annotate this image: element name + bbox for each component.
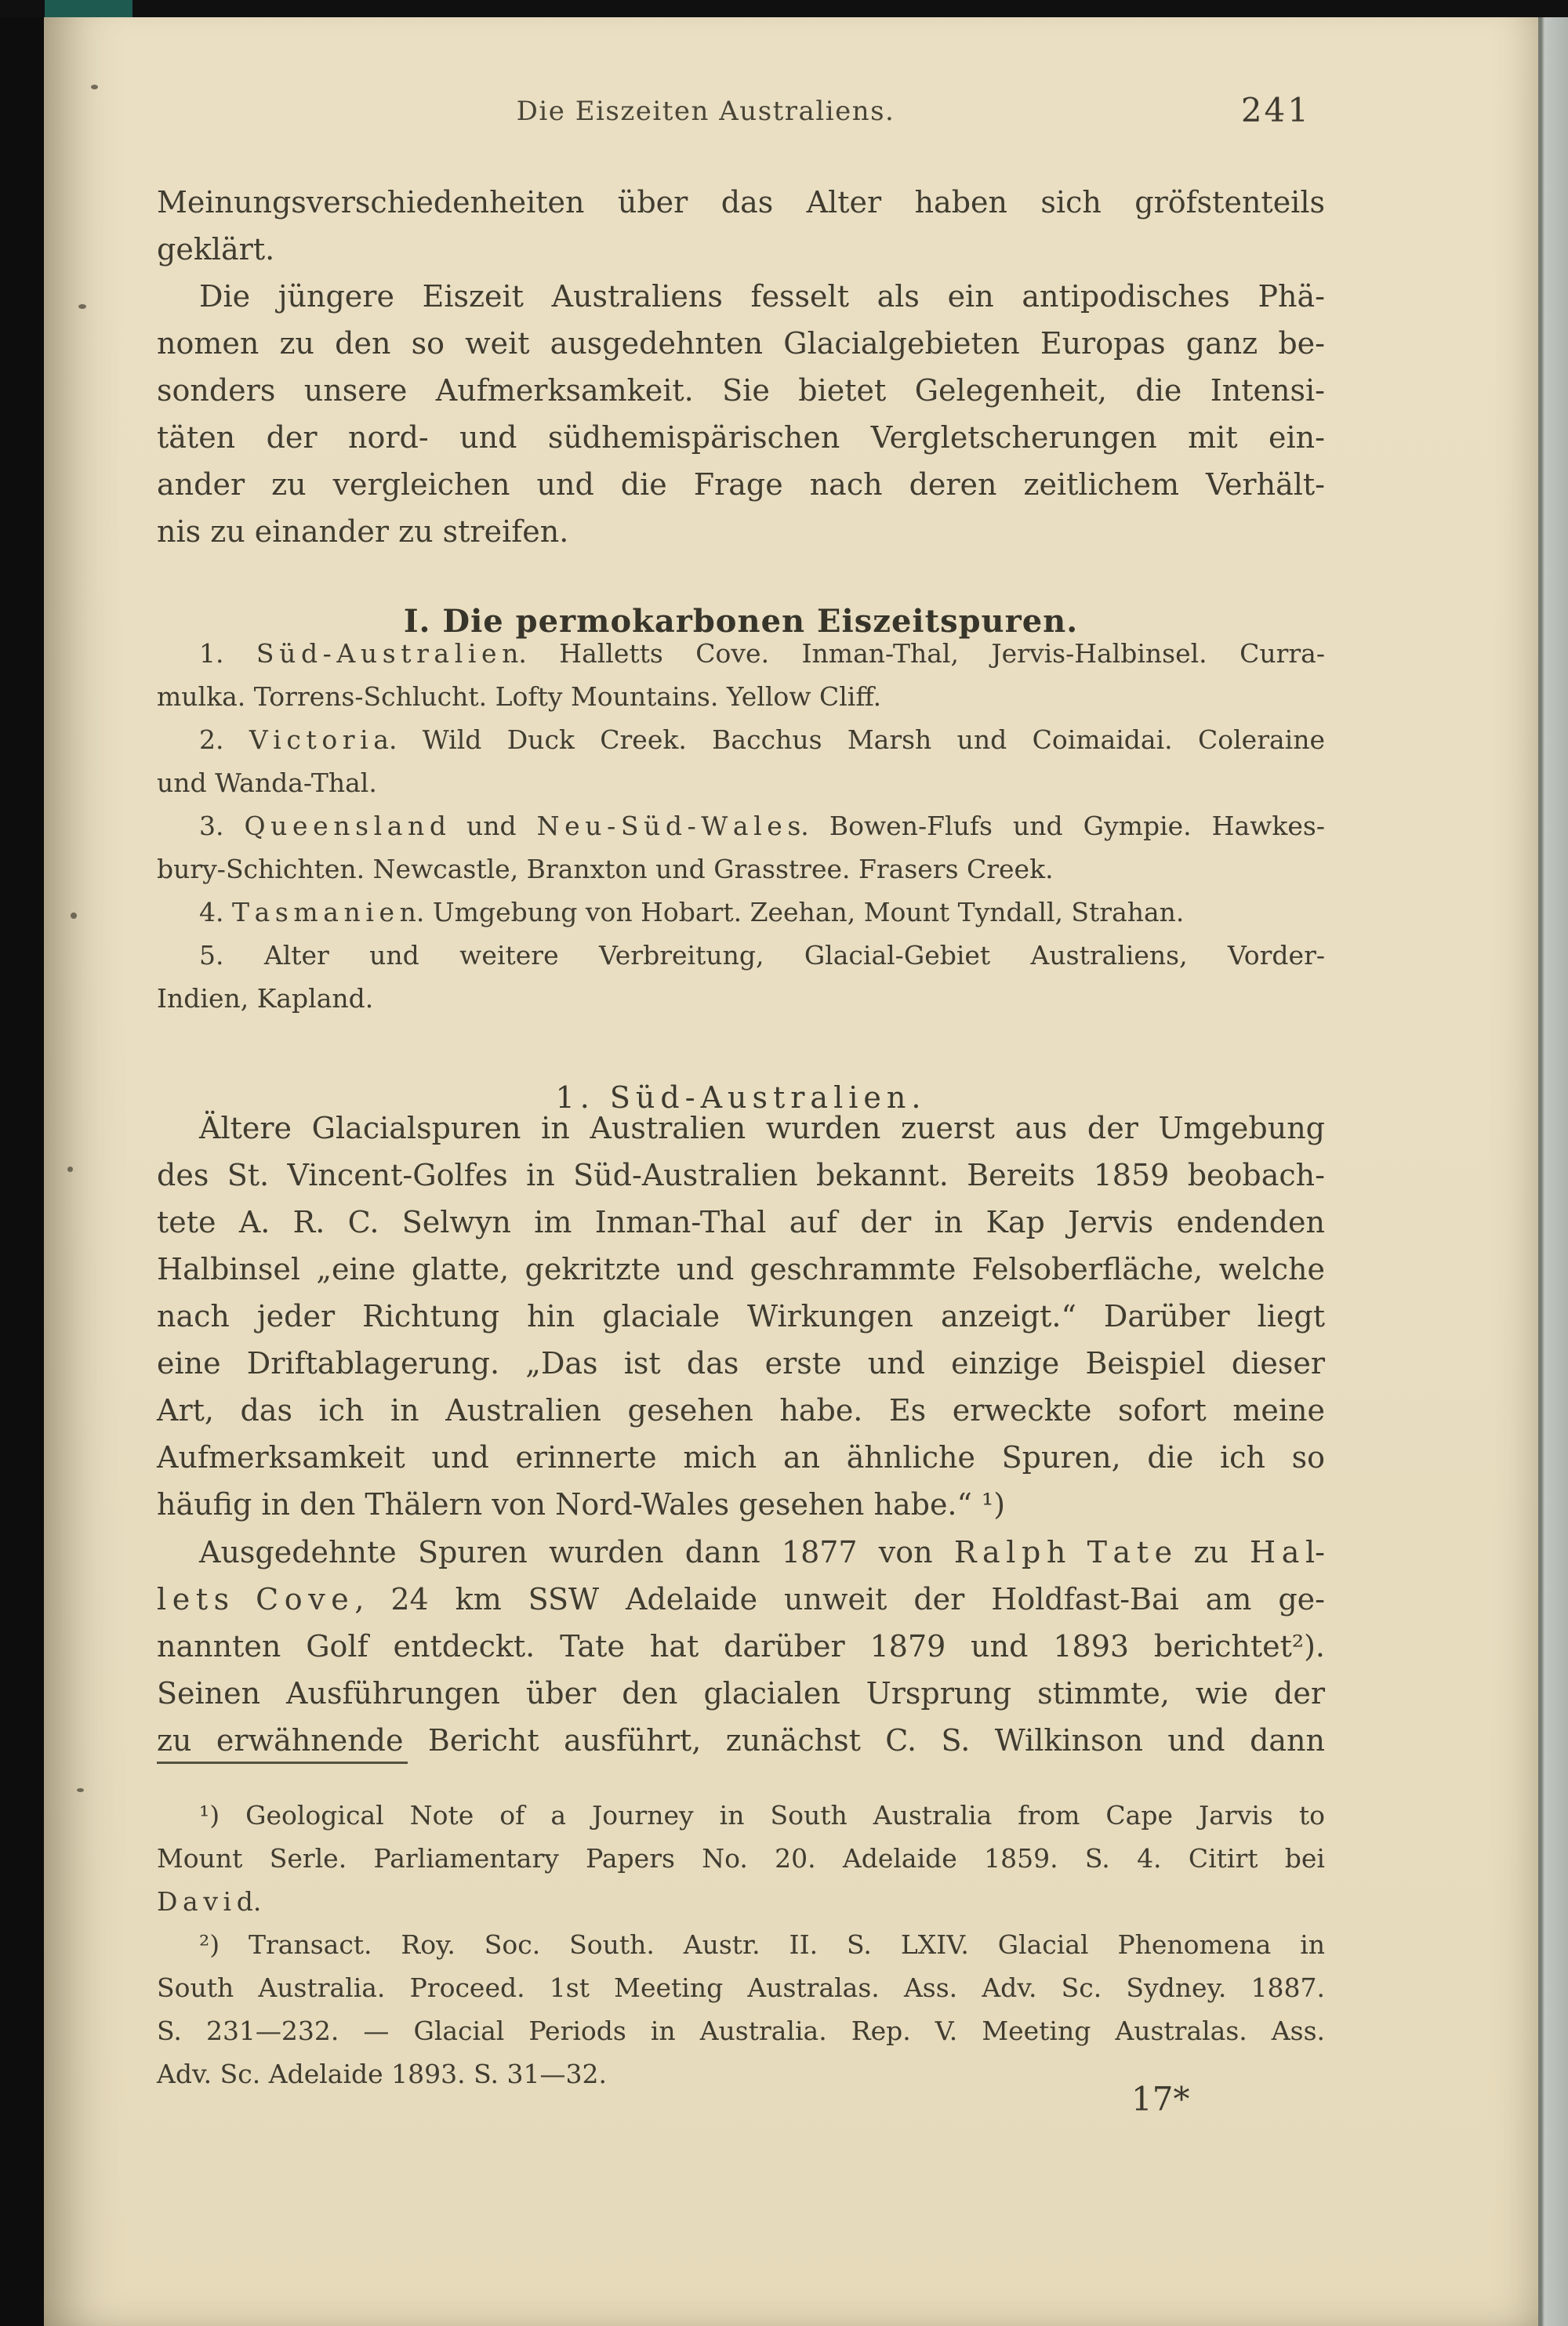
paragraph-continuation xyxy=(157,179,1325,273)
text-line: häufig in den Thälern von Nord-Wales gesehen habe.“ ¹) xyxy=(157,1487,1006,1522)
footnote-separator-rule xyxy=(157,1762,408,1764)
scan-top-edge xyxy=(0,0,1568,17)
paragraph-tate xyxy=(157,1529,1325,1764)
text-line: Mount Serle. Parliamentary Papers No. 20. Adelaide 1859. S. 4. Citirt bei xyxy=(157,1843,1325,1874)
footnote-2 xyxy=(157,1923,1325,2096)
text-line: nomen zu den so weit ausgedehnten Glacialgebieten Europas ganz be- xyxy=(157,326,1325,361)
text-line: ²) Transact. Roy. Soc. South. Austr. II. S. LXIV. Glacial Phenomena in xyxy=(199,1929,1325,1960)
text-line: D a v i d. xyxy=(157,1886,262,1917)
text-line: bury-Schichten. Newcastle, Branxton und Grasstree. Frasers Creek. xyxy=(157,854,1054,884)
outline-item-victoria xyxy=(157,718,1325,804)
text-line: Art, das ich in Australien gesehen habe. Es erweckte sofort meine xyxy=(157,1393,1325,1428)
text-line: Indien, Kapland. xyxy=(157,983,374,1014)
footnote-1 xyxy=(157,1794,1325,1923)
text-line: ¹) Geological Note of a Journey in South Australia from Cape Jarvis to xyxy=(199,1800,1325,1831)
text-line: des St. Vincent-Golfes in Süd-Australien bekannt. Bereits 1859 beobach- xyxy=(157,1158,1325,1192)
paragraph-selwyn xyxy=(157,1105,1325,1528)
text-line: 1. S ü d - A u s t r a l i e n. Halletts Cove. Inman-Thal, Jervis-Halbinsel. Curra- xyxy=(199,638,1325,669)
text-line: tete A. R. C. Selwyn im Inman-Thal auf der in Kap Jervis endenden xyxy=(157,1205,1325,1239)
text-line: täten der nord- und südhemispärischen Vergletscherungen mit ein- xyxy=(157,420,1325,455)
text-line: Ältere Glacialspuren in Australien wurden zuerst aus der Umgebung xyxy=(199,1111,1325,1145)
text-line: S. 231—232. — Glacial Periods in Australia. Rep. V. Meeting Australas. Ass. xyxy=(157,2016,1325,2046)
paper-speck xyxy=(77,1788,84,1792)
text-line: nis zu einander zu streifen. xyxy=(157,514,569,549)
text-line: und Wanda-Thal. xyxy=(157,767,377,798)
outline-item-sued-australien xyxy=(157,632,1325,718)
paper-speck xyxy=(91,85,98,89)
chapter-outline xyxy=(157,632,1325,1020)
outline-item-tasmanien xyxy=(157,891,1325,934)
text-line: Ausgedehnte Spuren wurden dann 1877 von R a l p h T a t e zu H a l- xyxy=(199,1535,1325,1569)
text-line: Halbinsel „eine glatte, gekritzte und geschrammte Felsoberfläche, welche xyxy=(157,1252,1325,1286)
text-line: geklärt. xyxy=(157,232,275,267)
text-line: 2. V i c t o r i a. Wild Duck Creek. Bacchus Marsh und Coimaidai. Coleraine xyxy=(199,724,1325,755)
subsection-heading: 1. Süd-Australien. xyxy=(555,1080,927,1115)
paper-speck xyxy=(67,1167,73,1172)
paragraph-younger-ice-age xyxy=(157,273,1325,555)
outline-item-alter xyxy=(157,934,1325,1020)
text-line: 5. Alter und weitere Verbreitung, Glacial-Gebiet Australiens, Vorder- xyxy=(199,940,1325,971)
text-line: mulka. Torrens-Schlucht. Lofty Mountains. Yellow Cliff. xyxy=(157,681,882,712)
paper-speck xyxy=(78,304,86,309)
outline-item-queensland xyxy=(157,804,1325,891)
text-line: Seinen Ausführungen über den glacialen Ursprung stimmte, wie der xyxy=(157,1676,1325,1711)
page-number: 241 xyxy=(1240,91,1311,129)
text-line: Aufmerksamkeit und erinnerte mich an ähnliche Spuren, die ich so xyxy=(157,1440,1325,1475)
text-line: Meinungsverschiedenheiten über das Alter haben sich gröfstenteils xyxy=(157,185,1325,220)
text-line: sonders unsere Aufmerksamkeit. Sie bietet Gelegenheit, die Intensi- xyxy=(157,373,1325,408)
text-line: nach jeder Richtung hin glaciale Wirkungen anzeigt.“ Darüber liegt xyxy=(157,1299,1325,1334)
text-line: zu erwähnende Bericht ausführt, zunächst C. S. Wilkinson und dann xyxy=(157,1723,1325,1758)
running-header xyxy=(157,91,1325,143)
text-line: nannten Golf entdeckt. Tate hat darüber 1879 und 1893 berichtet²). xyxy=(157,1629,1325,1664)
text-line: 4. T a s m a n i e n. Umgebung von Hobart. Zeehan, Mount Tyndall, Strahan. xyxy=(199,897,1185,927)
book-gutter-shadow xyxy=(0,0,44,2326)
text-line: Die jüngere Eiszeit Australiens fesselt als ein antipodisches Phä- xyxy=(199,279,1325,314)
text-line: 3. Q u e e n s l a n d und N e u - S ü d - W a l e s. Bowen-Flufs und Gympie. Hawkes- xyxy=(199,811,1325,841)
page-edge-strip xyxy=(1538,0,1568,2326)
section-heading: I. Die permokarbonen Eiszeitspuren. xyxy=(403,603,1079,640)
text-line: Adv. Sc. Adelaide 1893. S. 31—32. xyxy=(157,2059,607,2089)
text-line: ander zu vergleichen und die Frage nach deren zeitlichem Verhält- xyxy=(157,467,1325,502)
signature-mark: 17* xyxy=(1131,2080,1190,2118)
running-header-title: Die Eiszeiten Australiens. xyxy=(516,96,895,127)
text-line: South Australia. Proceed. 1st Meeting Australas. Ass. Adv. Sc. Sydney. 1887. xyxy=(157,1972,1325,2003)
text-line: eine Driftablagerung. „Das ist das erste und einzige Beispiel dieser xyxy=(157,1346,1325,1381)
text-line: l e t s C o v e , 24 km SSW Adelaide unweit der Holdfast-Bai am ge- xyxy=(157,1582,1325,1617)
paper-speck xyxy=(71,913,77,919)
scan-top-edge-accent xyxy=(45,0,132,17)
